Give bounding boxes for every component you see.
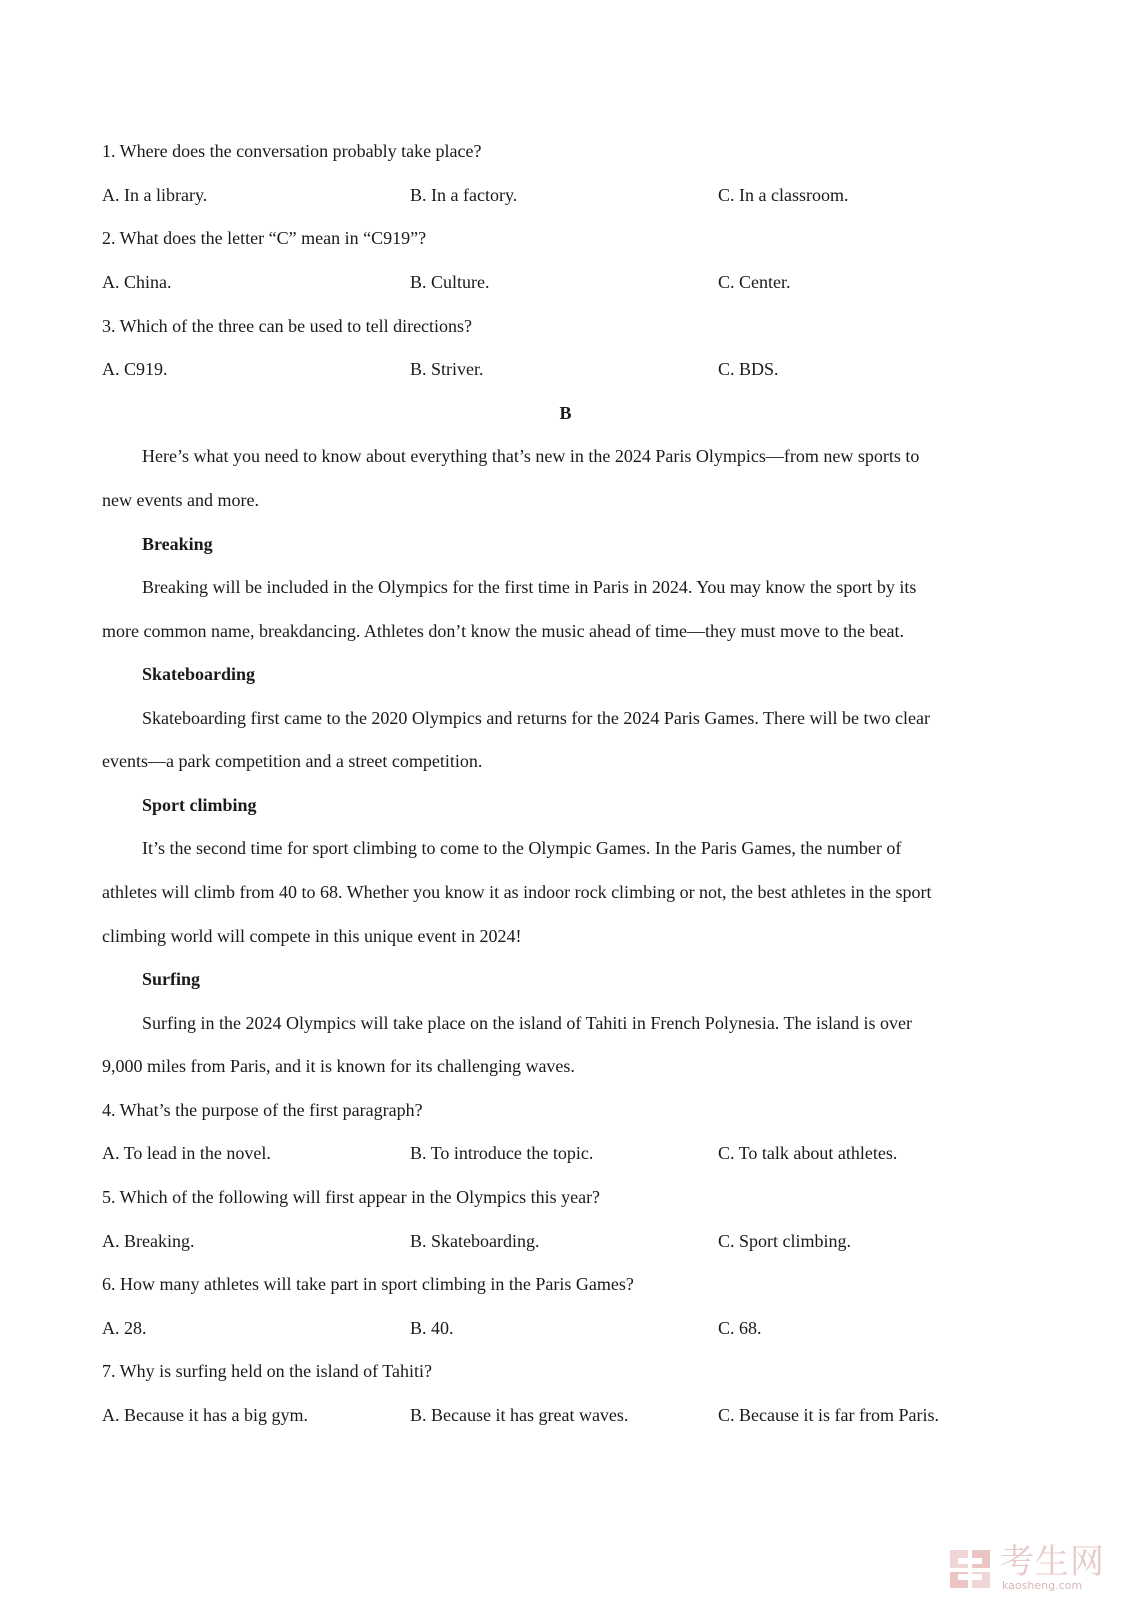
option-a: A. Breaking. [102, 1231, 195, 1251]
skateboarding-line-1: Skateboarding first came to the 2020 Olympics and returns for the 2024 Paris Games. There will be two clear [142, 708, 930, 728]
option-b: B. Skateboarding. [410, 1231, 540, 1251]
option-b: B. In a factory. [410, 185, 518, 205]
question-2: 2. What does the letter “C” mean in “C919”? [102, 228, 427, 248]
watermark-en: kaosheng.com [1002, 1579, 1083, 1592]
breaking-line-2: more common name, breakdancing. Athletes don’t know the music ahead of time—they must move to the beat. [102, 621, 904, 641]
option-a: A. To lead in the novel. [102, 1143, 271, 1163]
question-4: 4. What’s the purpose of the first paragraph? [102, 1100, 423, 1120]
question-3: 3. Which of the three can be used to tell directions? [102, 316, 473, 336]
subheading-surfing: Surfing [142, 969, 201, 989]
option-a: A. Because it has a big gym. [102, 1405, 308, 1425]
intro-line-2: new events and more. [102, 490, 259, 510]
subheading-sport-climbing: Sport climbing [142, 795, 257, 815]
option-c: C. Center. [718, 272, 791, 292]
skateboarding-line-2: events—a park competition and a street competition. [102, 751, 483, 771]
climbing-line-2: athletes will climb from 40 to 68. Whether you know it as indoor rock climbing or not, the best athletes in the sport [102, 882, 932, 902]
subheading-breaking: Breaking [142, 534, 213, 554]
option-c: C. In a classroom. [718, 185, 849, 205]
watermark [948, 1542, 1118, 1594]
option-c: C. To talk about athletes. [718, 1143, 898, 1163]
option-a: A. China. [102, 272, 172, 292]
subheading-skateboarding: Skateboarding [142, 664, 256, 684]
breaking-line-1: Breaking will be included in the Olympics for the first time in Paris in 2024. You may know the sport by its [142, 577, 917, 597]
option-b: B. To introduce the topic. [410, 1143, 594, 1163]
climbing-line-3: climbing world will compete in this unique event in 2024! [102, 926, 522, 946]
intro-line-1: Here’s what you need to know about everything that’s new in the 2024 Paris Olympics—from new sports to [142, 446, 920, 466]
option-b: B. Because it has great waves. [410, 1405, 629, 1425]
option-a: A. 28. [102, 1318, 147, 1338]
option-c: C. Sport climbing. [718, 1231, 852, 1251]
question-6: 6. How many athletes will take part in sport climbing in the Paris Games? [102, 1274, 634, 1294]
watermark-logo-icon [948, 1546, 994, 1592]
question-7: 7. Why is surfing held on the island of Tahiti? [102, 1361, 433, 1381]
watermark-cn: 考生网 [1000, 1542, 1105, 1582]
option-c: C. BDS. [718, 359, 779, 379]
option-a: A. In a library. [102, 185, 208, 205]
option-c: C. Because it is far from Paris. [718, 1405, 939, 1425]
surfing-line-1: Surfing in the 2024 Olympics will take place on the island of Tahiti in French Polynesia. The island is over [142, 1013, 912, 1033]
surfing-line-2: 9,000 miles from Paris, and it is known for its challenging waves. [102, 1056, 575, 1076]
question-1: 1. Where does the conversation probably take place? [102, 141, 482, 161]
option-a: A. C919. [102, 359, 168, 379]
option-b: B. Culture. [410, 272, 490, 292]
option-c: C. 68. [718, 1318, 762, 1338]
option-b: B. Striver. [410, 359, 484, 379]
climbing-line-1: It’s the second time for sport climbing to come to the Olympic Games. In the Paris Games, the number of [142, 838, 902, 858]
section-heading: B [559, 403, 572, 423]
option-b: B. 40. [410, 1318, 454, 1338]
question-5: 5. Which of the following will first appear in the Olympics this year? [102, 1187, 601, 1207]
